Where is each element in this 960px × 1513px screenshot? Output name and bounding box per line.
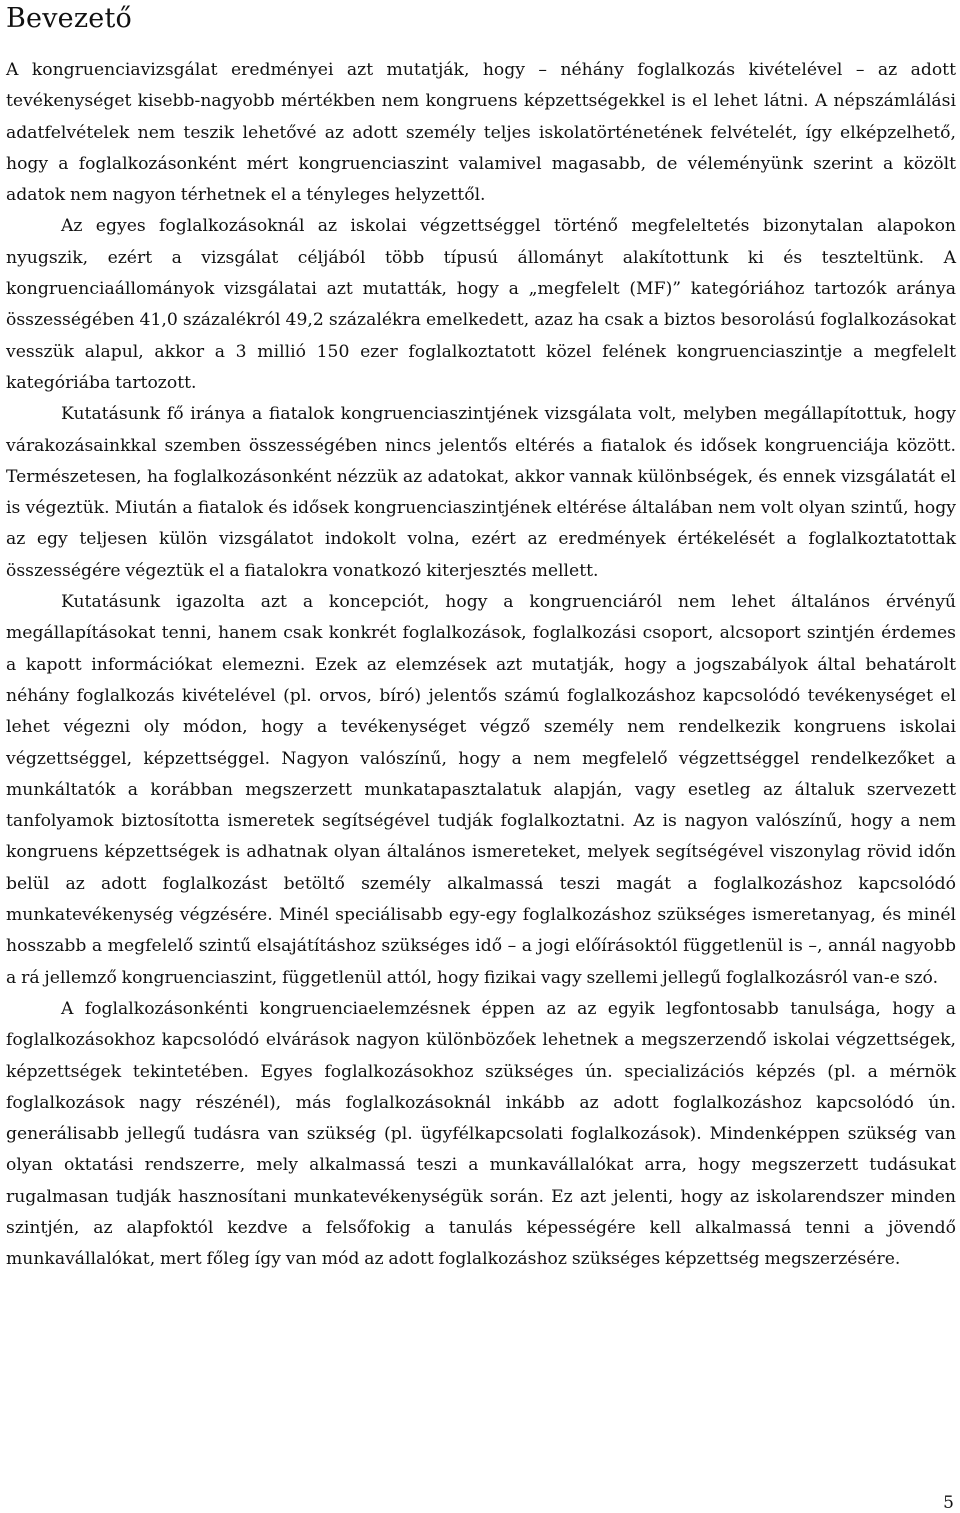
paragraph-3: Kutatásunk fő iránya a fiatalok kongruenciaszintjének vizsgálata volt, melyben megállapítottuk, hogy várakozásainkkal szemben összességében nincs jelentős eltérés a fiatalok és idősek kongruenciája között. Természetesen, ha foglalkozásonként nézzük az adatokat, akkor vannak különbségek, és ennek vizsgálatát el is végeztük. Miután a fiatalok és idősek kongruenciaszintjének eltérése általában nem volt olyan szintű, hogy az egy teljesen külön vizsgálatot indokolt volna, ezért az eredmények értékelését a foglalkoztatottak összességére végeztük el a fiatalokra vonatkozó kiterjesztés mellett.	[6, 404, 956, 581]
paragraph-5: A foglalkozásonkénti kongruenciaelemzésnek éppen az az egyik legfontosabb tanulsága, hogy a foglalkozásokhoz kapcsolódó elvárások nagyon különbözőek lehetnek a megszerzendő iskolai végzettségek, képzettségek tekintetében. Egyes foglalkozásokhoz szükséges ún. specializációs képzés (pl. a mérnök foglalkozások nagy részénél), más foglalkozásoknál inkább az adott foglalkozáshoz kapcsolódó ún. generálisabb jellegű tudásra van szükség (pl. ügyfélkapcsolati foglalkozások). Mindenképpen szükség van olyan oktatási rendszerre, mely alkalmassá teszi a munkavállalókat arra, hogy megszerzett tudásukat rugalmasan tudják hasznosítani munkatevékenységük során. Ez azt jelenti, hogy az iskolarendszer minden szintjén, az alapfoktól kezdve a felsőfokig a tanulás képességére kell alkalmassá tenni a jövendő munkavállalókat, mert főleg így van mód az adott foglalkozáshoz szükséges képzettség megszerzésére.	[6, 998, 956, 1270]
paragraph-2: Az egyes foglalkozásoknál az iskolai végzettséggel történő megfeleltetés bizonytalan alapokon nyugszik, ezért a vizsgálat céljából több típusú állományt alakítottunk ki és teszteltünk. A kongruenciaállományok vizsgálatai azt mutatták, hogy a „megfelelt (MF)” kategóriához tartozók aránya összességében 41,0 százalékról 49,2 százalékra emelkedett, azaz ha csak a biztos besorolású foglalkozásokat vesszük alapul, akkor a 3 millió 150 ezer foglalkoztatott közel felének kongruenciaszintje a megfelelt kategóriába tartozott.	[6, 216, 956, 393]
document-page	[6, 0, 956, 1276]
paragraph-1: A kongruenciavizsgálat eredményei azt mutatják, hogy – néhány foglalkozás kivételével – az adott tevékenységet kisebb-nagyobb mértékben nem kongruens képzettségekkel is el lehet látni. A népszámlálási adatfelvételek nem teszik lehetővé az adott személy teljes iskolatörténetének felvételét, így elképzelhető, hogy a foglalkozásonként mért kongruenciaszint valamivel magasabb, de véleményünk szerint a közölt adatok nem nagyon térhetnek el a tényleges helyzettől.	[6, 60, 956, 206]
page-number: 5	[943, 1493, 954, 1513]
section-heading: Bevezető	[6, 3, 132, 34]
paragraph-4: Kutatásunk igazolta azt a koncepciót, hogy a kongruenciáról nem lehet általános érvényű megállapításokat tenni, hanem csak konkrét foglalkozások, foglalkozási csoport, alcsoport szintjén érdemes a kapott információkat elemezni. Ezek az elemzések azt mutatják, hogy a jogszabályok által behatárolt néhány foglalkozás kivételével (pl. orvos, bíró) jelentős számú foglalkozáshoz kapcsolódó tevékenységet el lehet végezni oly módon, hogy a tevékenységet végző személy nem rendelkezik kongruens iskolai végzettséggel, képzettséggel. Nagyon valószínű, hogy a nem megfelelő végzettséggel rendelkezőket a munkáltatók a korábban megszerzett munkatapasztalatuk alapján, vagy esetleg az általuk szervezett tanfolyamok biztosította ismeretek segítségével tudják foglalkoztatni. Az is nagyon valószínű, hogy a nem kongruens képzettségek is adhatnak olyan általános ismereteket, melyek segítségével viszonylag rövid időn belül az adott foglalkozást betöltő személy alkalmassá teszi magát a foglalkozáshoz kapcsolódó munkatevékenység végzésére. Minél speciálisabb egy-egy foglalkozáshoz szükséges ismeretanyag, és minél hosszabb a megfelelő szintű elsajátításhoz szükséges idő – a jogi előírásoktól függetlenül is –, annál nagyobb a rá jellemző kongruenciaszint, függetlenül attól, hogy fizikai vagy szellemi jellegű foglalkozásról van-e szó.	[6, 592, 956, 988]
